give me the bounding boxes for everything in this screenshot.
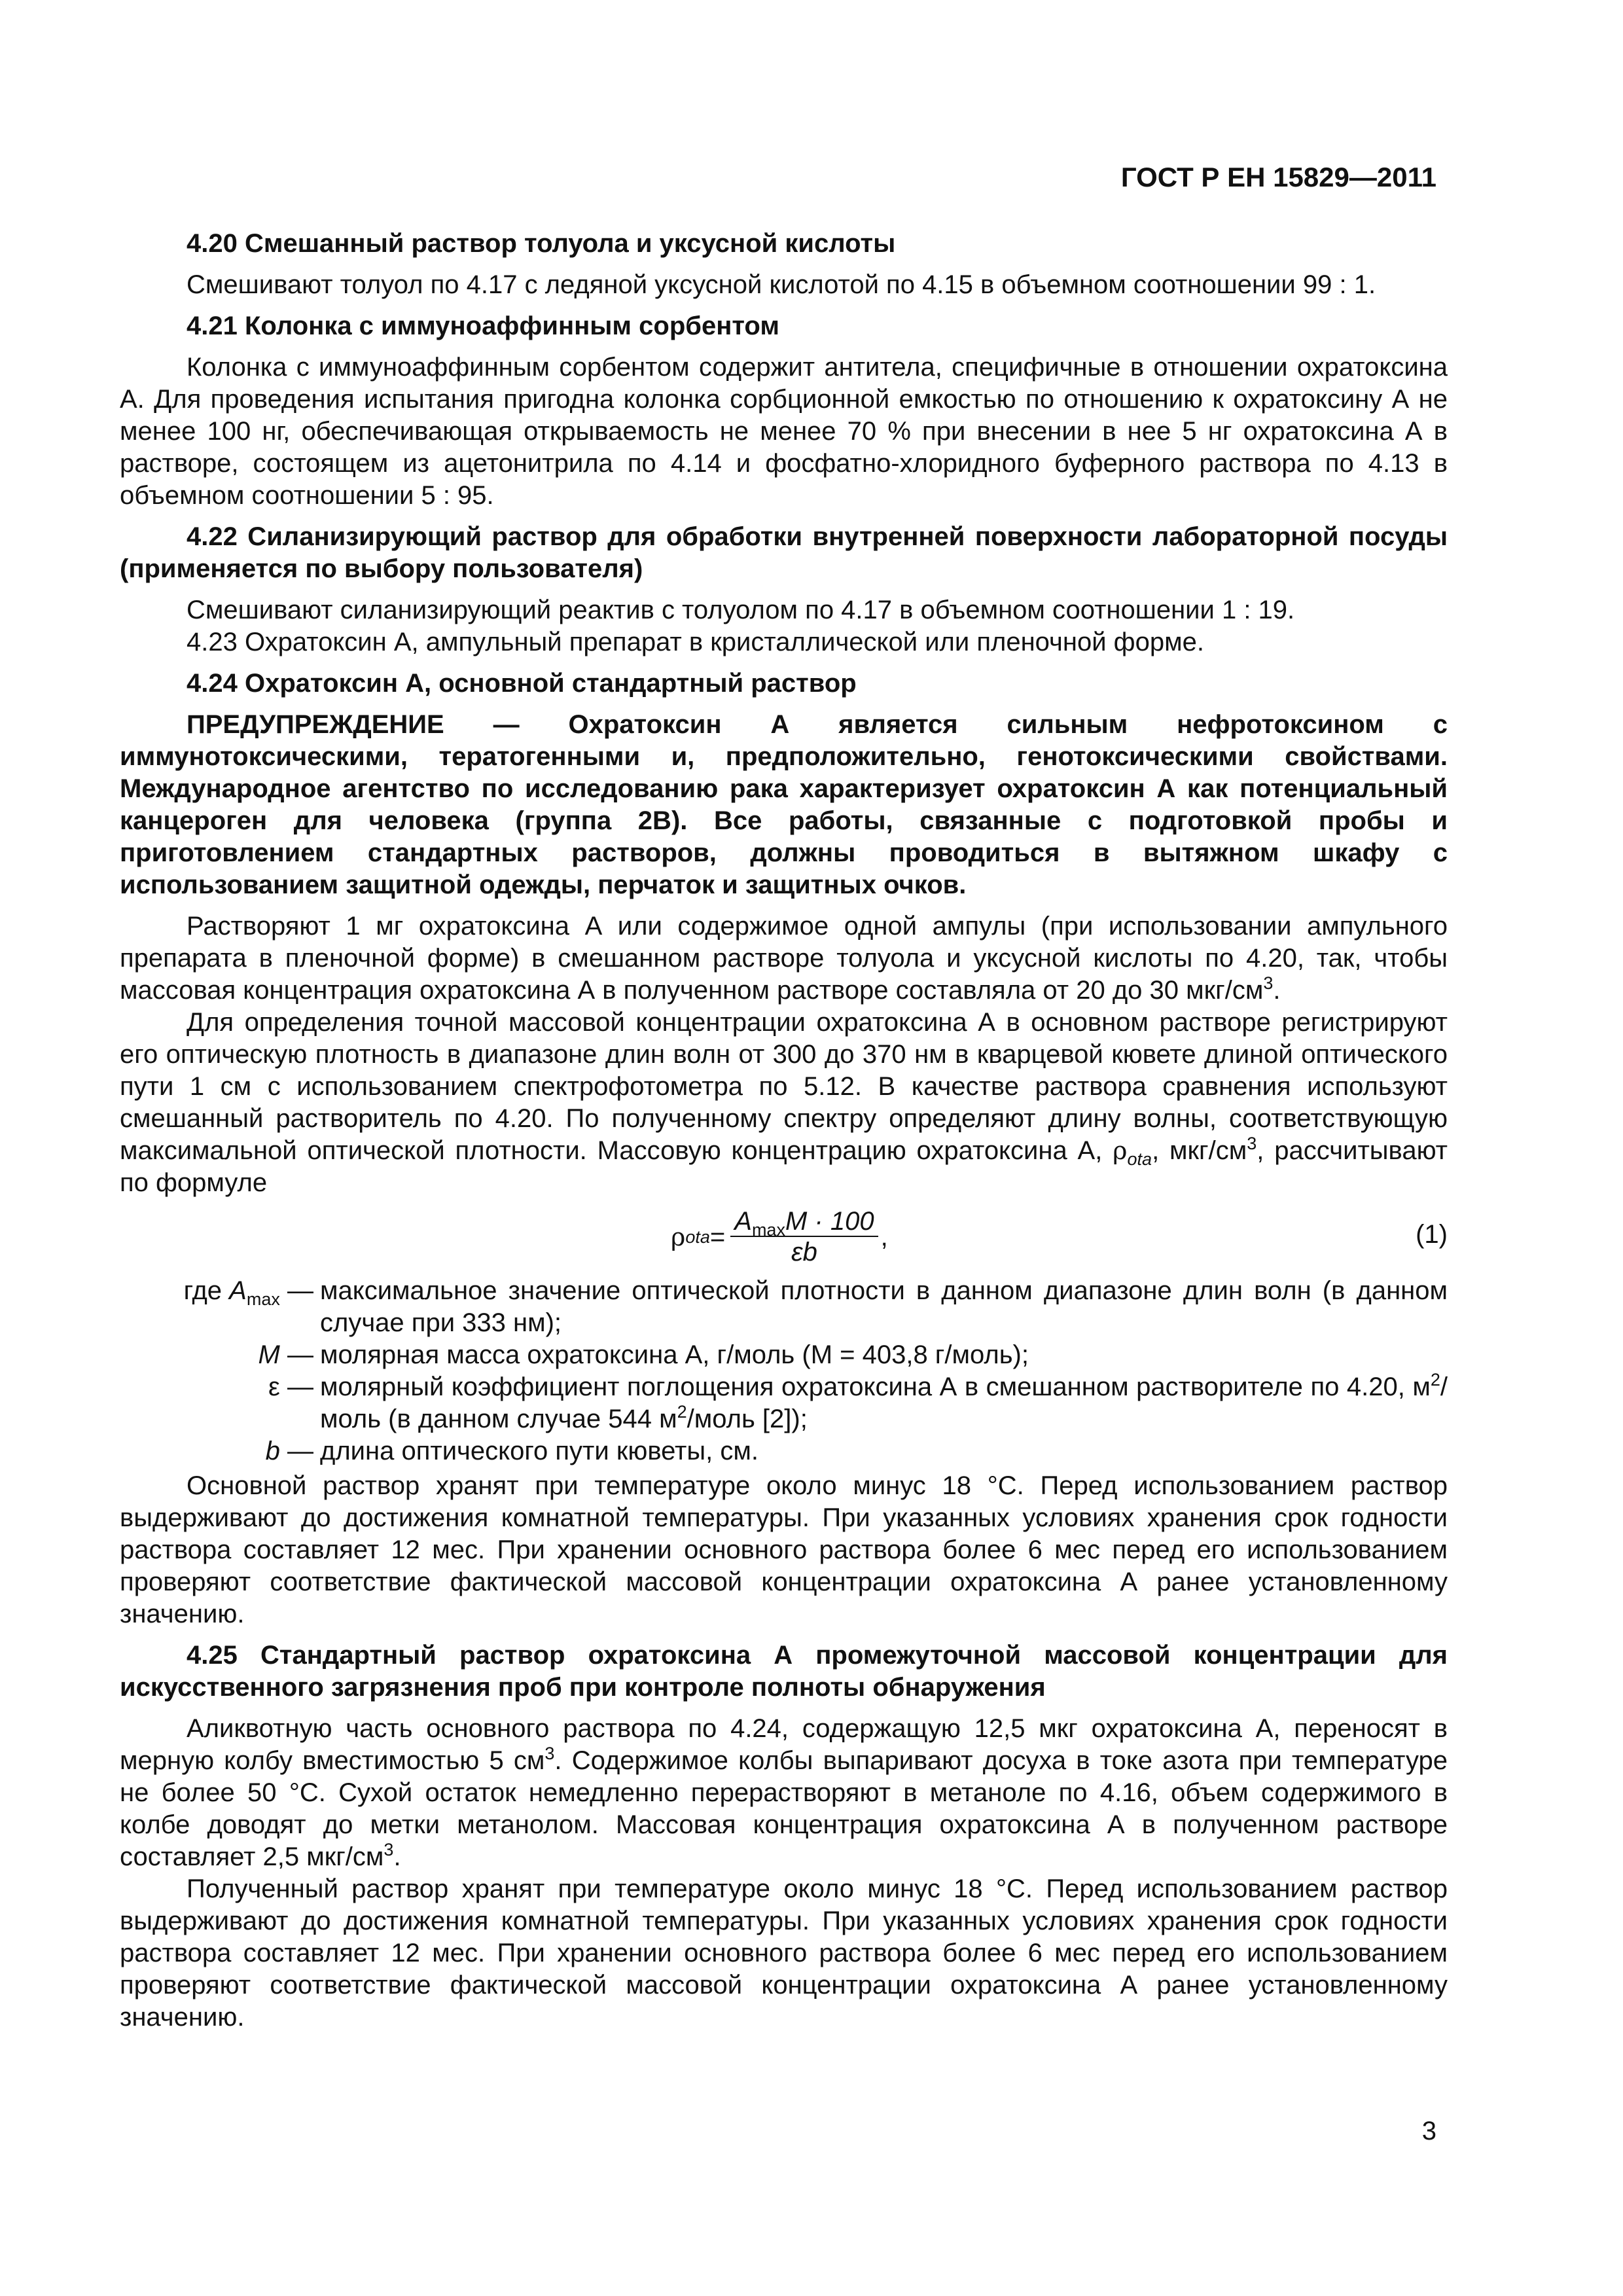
section-4-25-para-1: Аликвотную часть основного раствора по 4.24, содержащую 12,5 мкг охратоксина А, переносят в мерную колбу вместимостью 5 $см^3$. Содержимое колбы выпаривают досуха в токе азота при температуре не более 50 °С. Сухой остаток немедленно перерастворяют в метаноле по 4.16, объем содержимого в колбе доводят до метки метанолом. Массовая концентрация охратоксина А в полученном растворе составляет 2,5 мкг/$см^3$. <box>120 1714 1448 1871</box>
section-4-20-text: Смешивают толуол по 4.17 с ледяной уксусной кислотой по 4.15 в объемном соотношении 99 : 1. <box>187 270 1376 299</box>
section-4-20-title: 4.20 Смешанный раствор толуола и уксусной кислоты <box>187 229 896 258</box>
formula-expression: ρ ota = $\frac{A_{max}M \cdot 100}{\varepsilon b}$ , <box>671 1207 888 1266</box>
section-4-24-title: 4.24 Охратоксин А, основной стандартный раствор <box>187 669 857 698</box>
formula-fraction <box>730 1207 878 1267</box>
page-number: 3 <box>1421 2117 1436 2145</box>
section-4-24-para-3: Основной раствор хранят при температуре около минус 18 °С. Перед использованием раствор выдерживают до достижения комнатной температуры. При указанных условиях хранения срок годности раствора составляет 12 мес. При хранении основного раствора более 6 мес перед его использованием проверяют соответствие фактической массовой концентрации охратоксина А ранее установленному значению. <box>120 1471 1448 1628</box>
definition-m: M — молярная масса охратоксина А, г/моль (М = 403,8 г/моль); <box>258 1340 1029 1369</box>
section-4-22-text: Смешивают силанизирующий реактив с толуолом по 4.17 в объемном соотношении 1 : 19. <box>187 596 1295 624</box>
section-4-21-title: 4.21 Колонка с иммуноаффинным сорбентом <box>187 312 779 340</box>
formula-number: (1) <box>1416 1220 1448 1249</box>
section-4-21-text: Колонка с иммуноаффинным сорбентом содержит антитела, специфичные в отношении охратоксина А. Для проведения испытания пригодна колонка сорбционной емкостью по отношению к охратоксину А не менее 100 нг, обеспечивающая открываемость не менее 70 % при внесении в нее 5 нг охратоксина А в растворе, состоящем из ацетонитрила по 4.14 и фосфатно-хлоридного буферного раствора по 4.13 в объемном соотношении 5 : 95. <box>120 353 1448 510</box>
formula-numerator: $A_{max}M \cdot 100$ <box>730 1207 878 1237</box>
section-4-25-title: 4.25 Стандартный раствор охратоксина А промежуточной массовой концентрации для искусственного загрязнения проб при контроле полноты обнаружения <box>120 1641 1448 1702</box>
definition-b: b — длина оптического пути кюветы, см. <box>265 1437 758 1465</box>
section-4-24-para-1: Растворяют 1 мг охратоксина А или содержимое одной ампулы (при использовании ампульного препарата в пленочной форме) в смешанном растворе толуола и уксусной кислоты по 4.20, так, чтобы массовая концентрация охратоксина А в полученном растворе составляла от 20 до 30 мкг/$см^3$. <box>120 912 1448 1005</box>
section-4-24-warning: ПРЕДУПРЕЖДЕНИЕ — Охратоксин А является сильным нефротоксином с иммунотоксическими, тератогенными и, предположительно, генотоксическими свойствами. Международное агентство по исследованию рака характеризует охратоксин А как потенциальный канцероген для человека (группа 2В). Все работы, связанные с подготовкой пробы и приготовлением стандартных растворов, должны проводиться в вытяжном шкафу с использованием защитной одежды, перчаток и защитных очков. <box>120 710 1448 899</box>
definition-a-max: где $A_{max}$ — максимальное значение оптической плотности в данном диапазоне длин волн (в данном случае при 333 нм); <box>183 1276 1448 1337</box>
formula-1 <box>120 1202 1448 1270</box>
section-4-23-text: 4.23 Охратоксин А, ампульный препарат в кристаллической или пленочной форме. <box>187 628 1204 656</box>
document-body <box>120 228 1448 2034</box>
document-code: ГОСТ Р ЕН 15829—2011 <box>1120 162 1436 192</box>
formula-denominator: εb <box>791 1238 817 1266</box>
formula-definitions <box>120 1275 1448 1467</box>
definition-epsilon: ε — молярный коэффициент поглощения охратоксина А в смешанном растворителе по 4.20, $м^2$/моль (в данном случае 544 $м^2$/моль [2]); <box>268 1370 1448 1433</box>
section-4-25-para-2: Полученный раствор хранят при температуре около минус 18 °С. Перед использованием раствор выдерживают до достижения комнатной температуры. При указанных условиях хранения срок годности раствора составляет 12 мес. При хранении основного раствора более 6 мес перед его использованием проверяют соответствие фактической массовой концентрации охратоксина А ранее установленному значению. <box>120 1874 1448 2032</box>
section-4-24-para-2: Для определения точной массовой концентрации охратоксина А в основном растворе регистрируют его оптическую плотность в диапазоне длин волн от 300 до 370 нм в кварцевой кювете длиной оптического пути 1 см с использованием спектрофотометра по 5.12. В качестве раствора сравнения используют смешанный растворитель по 4.20. По полученному спектру определяют длину волны, соответствующую максимальной оптической плотности. Массовую концентрацию охратоксина А, $\rho_{ota}$, мкг/$см^3$, рассчитывают по формуле <box>120 1008 1448 1197</box>
section-4-22-title: 4.22 Силанизирующий раствор для обработки внутренней поверхности лабораторной посуды (применяется по выбору пользователя) <box>120 522 1448 583</box>
